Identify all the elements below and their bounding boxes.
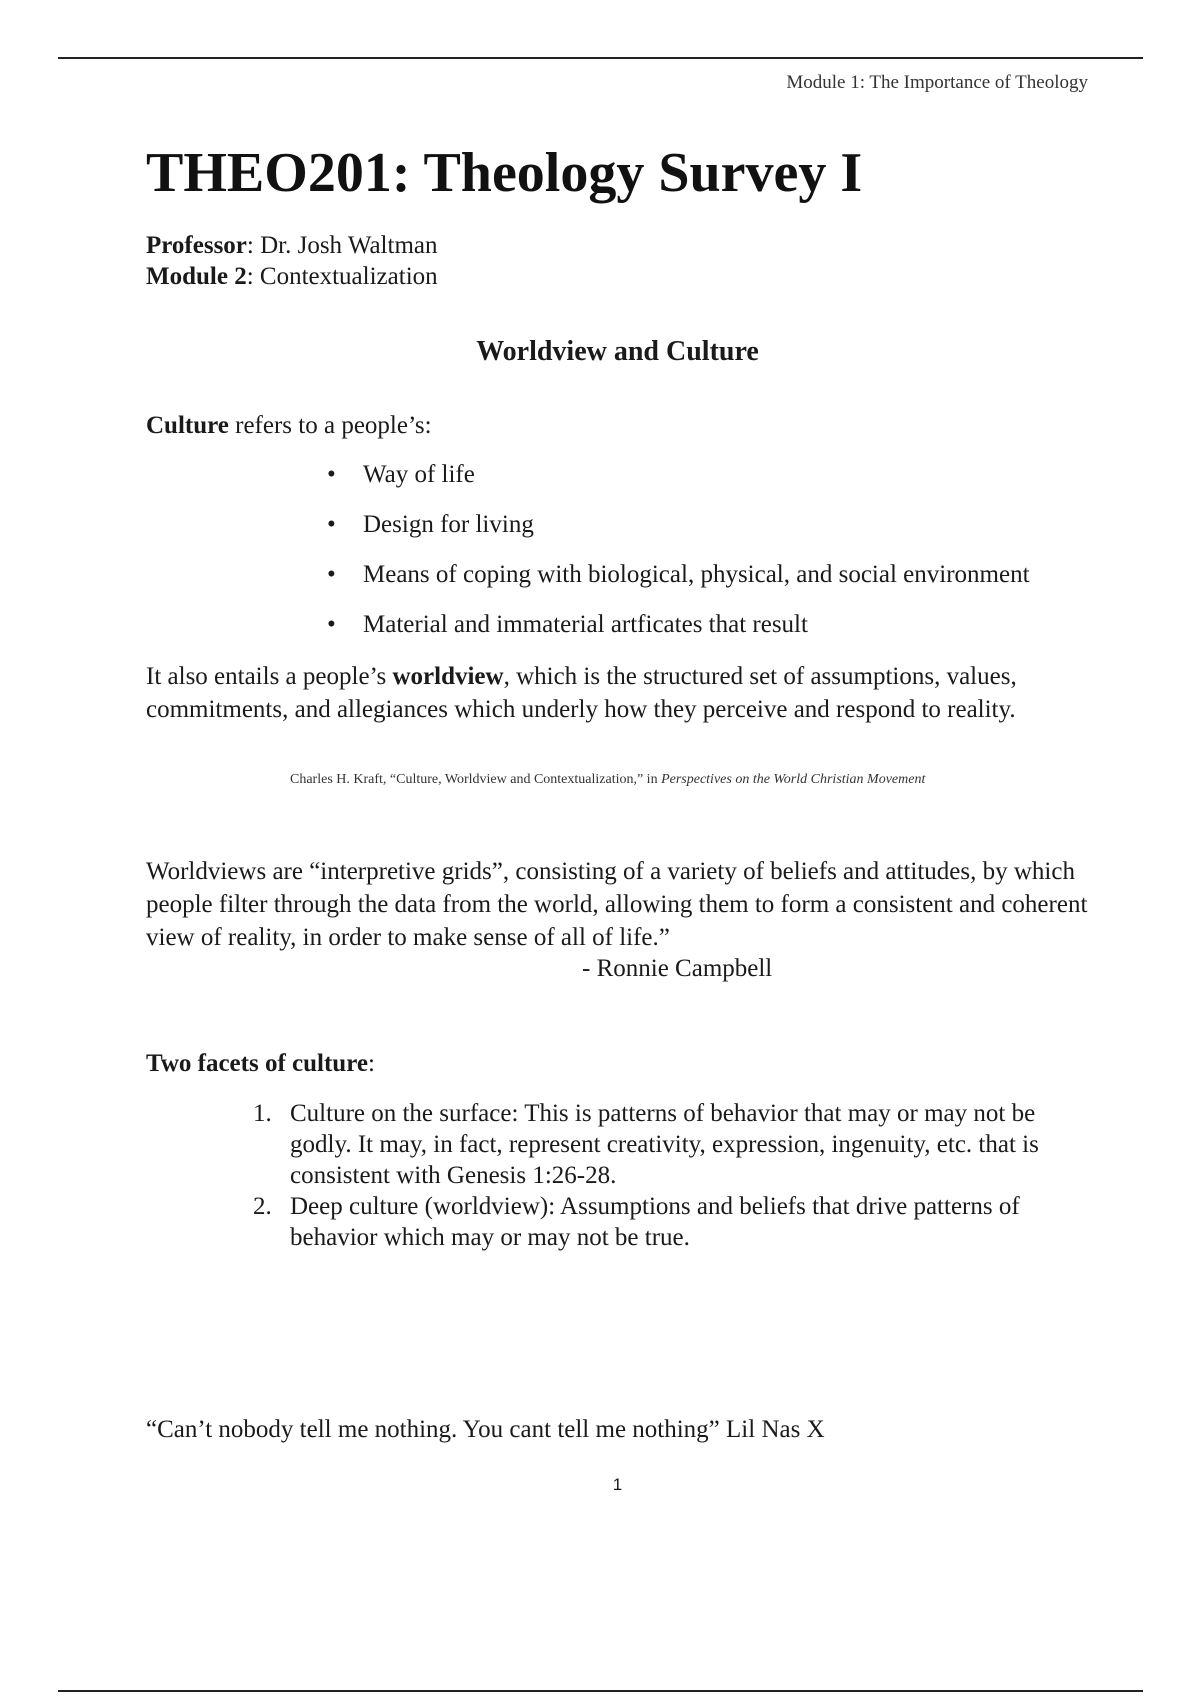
list-item: • Means of coping with biological, physical, and social environment [327, 560, 1030, 610]
module-value: : Contextualization [246, 263, 438, 290]
culture-bullet-list [327, 460, 1030, 660]
worldview-paragraph [146, 660, 1106, 726]
list-item [253, 1191, 1093, 1253]
running-head: Module 1: The Importance of Theology [786, 72, 1088, 93]
citation-text: Charles H. Kraft, “Culture, Worldview and Contextualization,” in [290, 772, 662, 787]
list-item-text: Culture on the surface: This is patterns of behavior that may or may not be godly. It may, in fact, represent creativity, expression, ingenuity, etc. that is consistent with Genesis 1:26-28. [290, 1100, 1039, 1189]
course-meta [146, 230, 438, 292]
closing-quote: “Can’t nobody tell me nothing. You cant tell me nothing” Lil Nas X [146, 1416, 825, 1443]
module-line [146, 261, 438, 292]
document-title: THEO201: Theology Survey I [146, 142, 863, 204]
list-item: • Way of life [327, 460, 1030, 510]
professor-value: : Dr. Josh Waltman [246, 232, 438, 259]
culture-intro [146, 412, 432, 440]
list-item: • Design for living [327, 510, 1030, 560]
list-item: • Material and immaterial artficates that result [327, 610, 1030, 660]
citation-source: Perspectives on the World Christian Movement [661, 772, 926, 787]
quote-attribution: - Ronnie Campbell [582, 955, 773, 982]
facets-heading [146, 1050, 375, 1078]
kraft-citation [290, 772, 925, 788]
worldview-term: worldview [392, 663, 504, 690]
professor-line [146, 230, 438, 261]
facets-heading-label: Two facets of culture [146, 1050, 368, 1077]
bottom-rule [58, 1690, 1143, 1692]
interpretive-grids-paragraph: Worldviews are “interpretive grids”, consisting of a variety of beliefs and attitudes, by which people filter through the data from the world, allowing them to form a consistent and coherent view of reality, in order to make sense of all of life.” [146, 858, 1088, 951]
page-number: 1 [612, 1475, 623, 1494]
top-rule [58, 57, 1143, 59]
facets-numbered-list [253, 1098, 1093, 1253]
culture-term: Culture [146, 412, 229, 439]
facets-heading-colon: : [367, 1050, 375, 1077]
culture-intro-text: refers to a people’s: [228, 412, 432, 439]
list-item [253, 1098, 1093, 1191]
list-number: 1. [253, 1100, 272, 1127]
module-label: Module 2 [146, 263, 247, 290]
list-item-text: Deep culture (worldview): Assumptions and beliefs that drive patterns of behavior which may or may not be true. [290, 1193, 1020, 1251]
section-heading: Worldview and Culture [476, 336, 759, 367]
worldview-text-after: , which is the structured set of assumptions, values, commitments, and allegiances which underly how they perceive and respond to reality. [146, 663, 1017, 723]
worldview-text-before: It also entails a people’s [146, 663, 393, 690]
professor-label: Professor [146, 232, 247, 259]
list-number: 2. [253, 1193, 272, 1220]
